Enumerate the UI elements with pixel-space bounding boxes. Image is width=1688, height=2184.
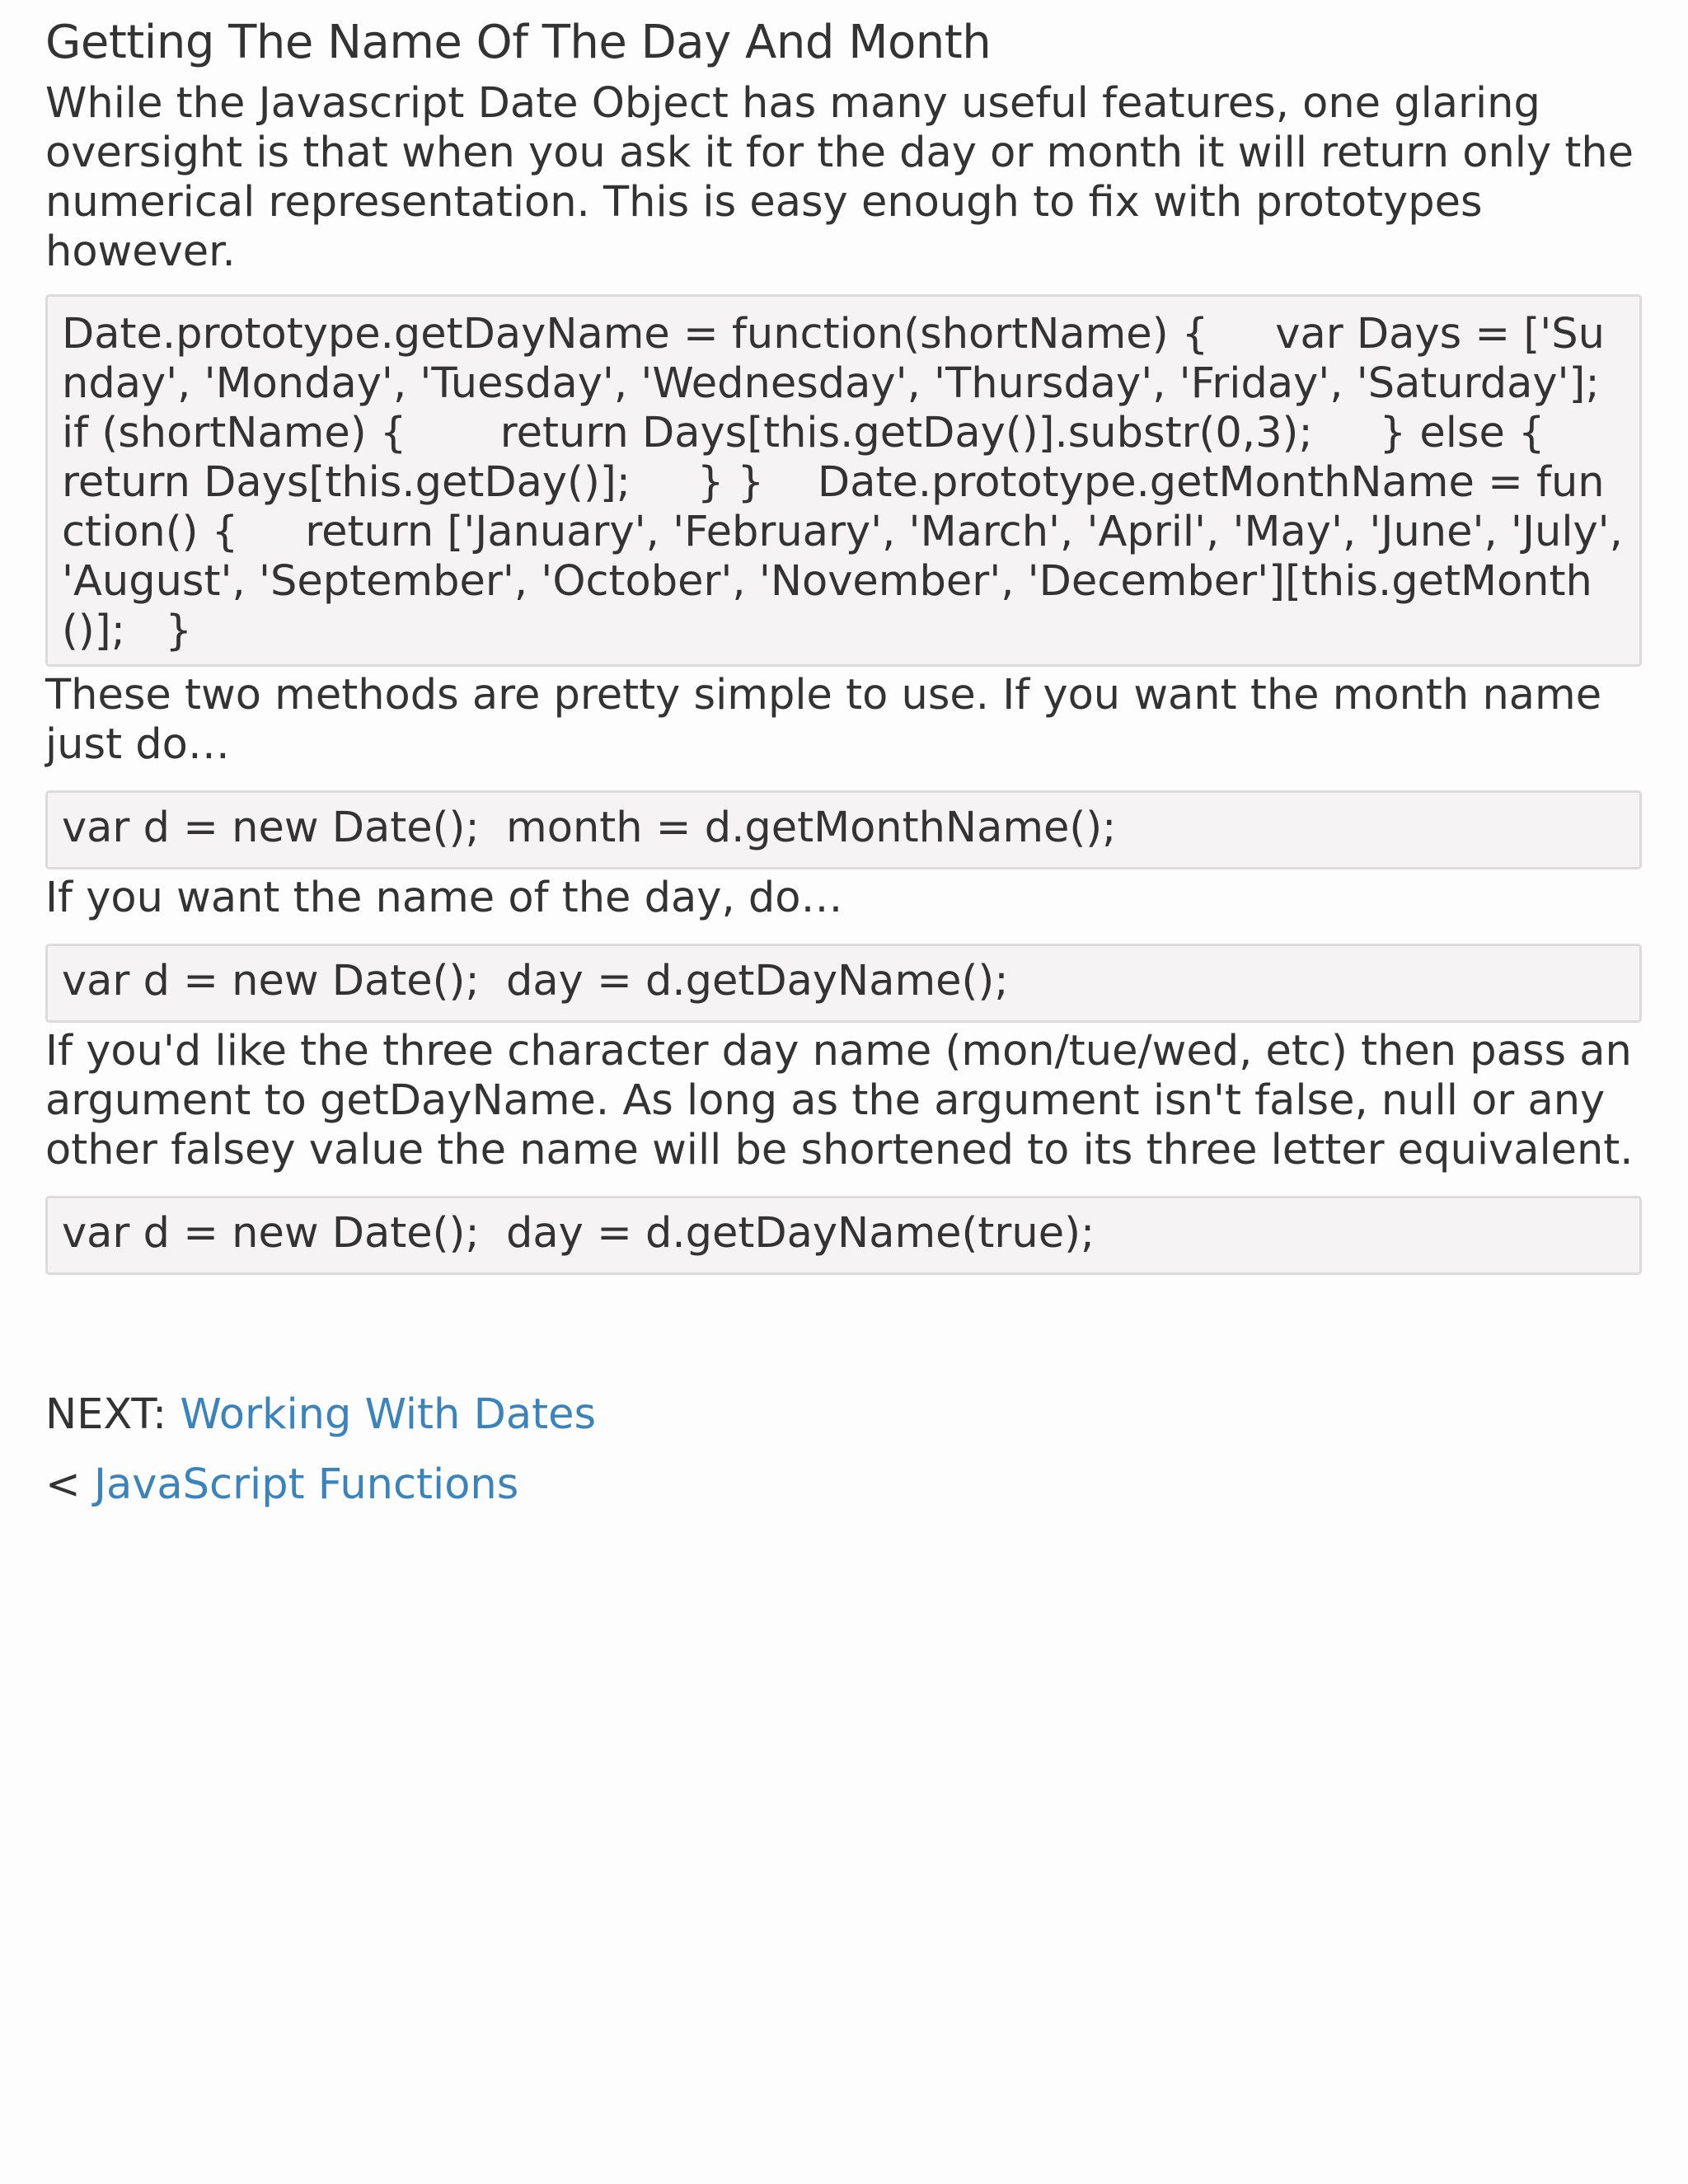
day-usage-paragraph: If you want the name of the day, do…	[45, 874, 843, 922]
next-article-link[interactable]: Working With Dates	[180, 1390, 597, 1439]
next-article-line	[45, 1390, 1643, 1440]
code-block-day-example: var d = new Date(); day = d.getDayName();	[45, 944, 1642, 1023]
intro-paragraph: While the Javascript Date Object has many useful features, one glaring oversight is that when you ask it for the day or month it will return only the numerical representation. This is easy enough to fix with prototypes however.	[45, 79, 1634, 276]
previous-article-line	[45, 1460, 1643, 1510]
article-title: Getting The Name Of The Day And Month	[45, 16, 992, 69]
code-block-month-example: var d = new Date(); month = d.getMonthName();	[45, 790, 1642, 869]
next-prefix: NEXT:	[45, 1390, 181, 1439]
short-name-paragraph: If you'd like the three character day name (mon/tue/wed, etc) then pass an argument to getDayName. As long as the argument isn't false, null or any other falsey value the name will be shortened to its three letter equivalent.	[45, 1027, 1634, 1174]
month-usage-paragraph: These two methods are pretty simple to use. If you want the month name just do…	[45, 671, 1602, 769]
code-block-short-day-example: var d = new Date(); day = d.getDayName(true);	[45, 1196, 1642, 1275]
previous-prefix: <	[45, 1460, 94, 1509]
code-block-prototypes: Date.prototype.getDayName = function(shortName) { var Days = ['Sunday', 'Monday', 'Tuesday', 'Wednesday', 'Thursday', 'Friday', 'Saturday']; if (shortName) { return Days[this.getDay()].substr(0,3); } else { return Days[this.getDay()]; } } Date.prototype.getMonthName = function() { return ['January', 'February', 'March', 'April', 'May', 'June', 'July', 'August', 'September', 'October', 'November', 'December'][this.getMonth()]; }	[45, 294, 1642, 667]
article-navigation	[45, 1390, 1643, 1510]
previous-article-link[interactable]: JavaScript Functions	[93, 1460, 519, 1509]
